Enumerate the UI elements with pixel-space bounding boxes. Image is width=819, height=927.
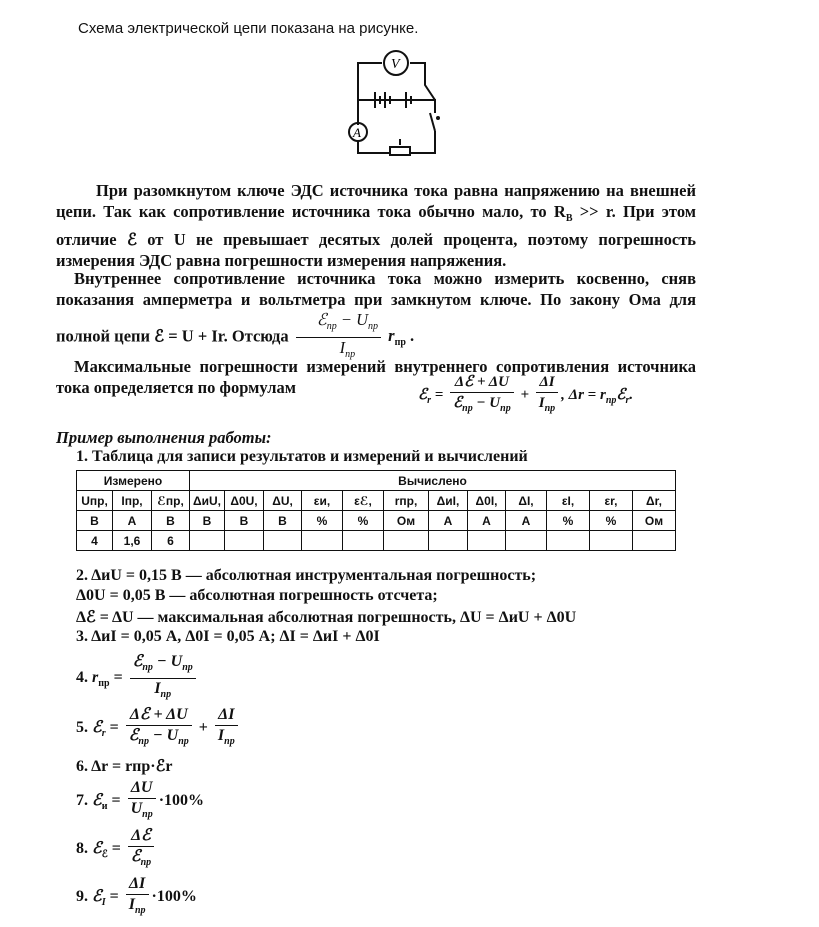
- value-cell: [547, 531, 590, 551]
- header-cell: Iпр,: [113, 491, 152, 511]
- value-cell: [384, 531, 429, 551]
- value-cell: [302, 531, 343, 551]
- header-cell: Δ0U,: [225, 491, 264, 511]
- line-3: 3. ΔиI = 0,05 А, Δ0I = 0,05 А; ΔI = ΔиI + Δ0I: [76, 628, 380, 645]
- table-row: [77, 531, 676, 551]
- header-cell: Uпр,: [77, 491, 113, 511]
- results-table: [76, 470, 676, 551]
- unit-cell: В: [190, 511, 225, 531]
- header-cell: ΔU,: [264, 491, 302, 511]
- unit-cell: Ом: [384, 511, 429, 531]
- formula-5: 5. ℰ$_r$ = $\frac{\text{Δℰ + ΔU}}{ℰ_{пр} - U_{пр}}$ + $\frac{\Delta I}{I_{пр}}$: [76, 705, 241, 752]
- header-cell: Δ0I,: [468, 491, 506, 511]
- line-2a: 2. ΔиU = 0,15 В — абсолютная инструментальная погрешность;: [76, 567, 537, 584]
- unit-cell: В: [77, 511, 113, 531]
- header-cell: ΔI,: [506, 491, 547, 511]
- header-text: Схема электрической цепи показана на рисунке.: [78, 20, 419, 37]
- header-cell: Δr,: [633, 491, 676, 511]
- unit-cell: %: [590, 511, 633, 531]
- paragraph-errors: Максимальные погрешности измерений внутреннего сопротивления источника тока определяется по формулам: [56, 357, 696, 397]
- header-cell: ℰпр,: [152, 491, 190, 511]
- unit-cell: В: [264, 511, 302, 531]
- header-cell: ΔиI,: [429, 491, 468, 511]
- formula-7: 7. ℰ$_и$ = $\frac{\Delta U}{U_{пр}}$ ·100%: [76, 779, 205, 820]
- value-cell: [506, 531, 547, 551]
- voltmeter-label: V: [391, 57, 400, 72]
- value-cell: [468, 531, 506, 551]
- unit-cell: А: [429, 511, 468, 531]
- unit-cell: %: [343, 511, 384, 531]
- unit-cell: В: [152, 511, 190, 531]
- unit-cell: А: [113, 511, 152, 531]
- header-cell: εI,: [547, 491, 590, 511]
- table-caption: 1. Таблица для записи результатов и измерений и вычислений: [76, 448, 528, 465]
- value-cell: [590, 531, 633, 551]
- group-measured: Измерено: [77, 471, 190, 491]
- unit-cell: В: [225, 511, 264, 531]
- circuit-diagram: [340, 45, 450, 160]
- header-cell: rпр,: [384, 491, 429, 511]
- value-cell: [429, 531, 468, 551]
- value-cell: 6: [152, 531, 190, 551]
- unit-cell: %: [547, 511, 590, 531]
- header-cell: εи,: [302, 491, 343, 511]
- example-heading: Пример выполнения работы:: [56, 428, 272, 447]
- unit-cell: Ом: [633, 511, 676, 531]
- line-2b: Δ0U = 0,05 В — абсолютная погрешность отсчета;: [76, 587, 438, 604]
- value-cell: [190, 531, 225, 551]
- paragraph-resistance: Внутреннее сопротивление источника тока можно измерить косвенно, сняв показания амперметра и вольтметра при замкнутом ключе. По закону Ома для полной цепи ℰ = U + Ir. Отсюда $\frac{ℰ_{пр} - U_{пр}}{I_{пр}}$ $r_{пр}$ .: [56, 269, 696, 360]
- header-cell: εℰ,: [343, 491, 384, 511]
- ammeter-label: A: [353, 125, 361, 140]
- value-cell: [225, 531, 264, 551]
- value-cell: [264, 531, 302, 551]
- formula-8: 8. ℰ$_ℰ$ = $\frac{\text{Δℰ}}{ℰ_{пр}}$: [76, 826, 157, 873]
- value-cell: [343, 531, 384, 551]
- unit-cell: %: [302, 511, 343, 531]
- formula-6: 6. Δr = rпр·ℰr: [76, 758, 173, 775]
- paragraph-emf: При разомкнутом ключе ЭДС источника тока равна напряжению на внешней цепи. Так как сопротивление источника тока обычно мало, то $R_В >> r$. При этом отличие ℰ от U не превышает десятых долей процента, поэтому погрешность измерения ЭДС равна погрешности измерения напряжения.: [56, 181, 696, 270]
- formula-9: 9. ℰ$_I$ = $\frac{\Delta I}{I_{пр}}$ ·100%: [76, 875, 197, 916]
- header-cell: εr,: [590, 491, 633, 511]
- value-cell: 4: [77, 531, 113, 551]
- line-2c: Δℰ = ΔU — максимальная абсолютная погрешность, ΔU = ΔиU + Δ0U: [76, 609, 577, 626]
- value-cell: [633, 531, 676, 551]
- formula-4: 4. $r_{пр}$ = $\frac{ℰ_{пр} - U_{пр}}{I_{пр}}$: [76, 652, 199, 705]
- formula-eps-r: ℰ$_r$ = $\frac{\text{Δℰ + ΔU}}{ℰ_{пр} - U_{пр}}$ + $\frac{\Delta I}{I_{пр}}$ , $\Delta r = r_{пр}ℰ_r$.: [418, 374, 634, 414]
- value-cell: 1,6: [113, 531, 152, 551]
- unit-cell: А: [468, 511, 506, 531]
- unit-cell: А: [506, 511, 547, 531]
- header-cell: ΔиU,: [190, 491, 225, 511]
- group-calculated: Вычислено: [190, 471, 676, 491]
